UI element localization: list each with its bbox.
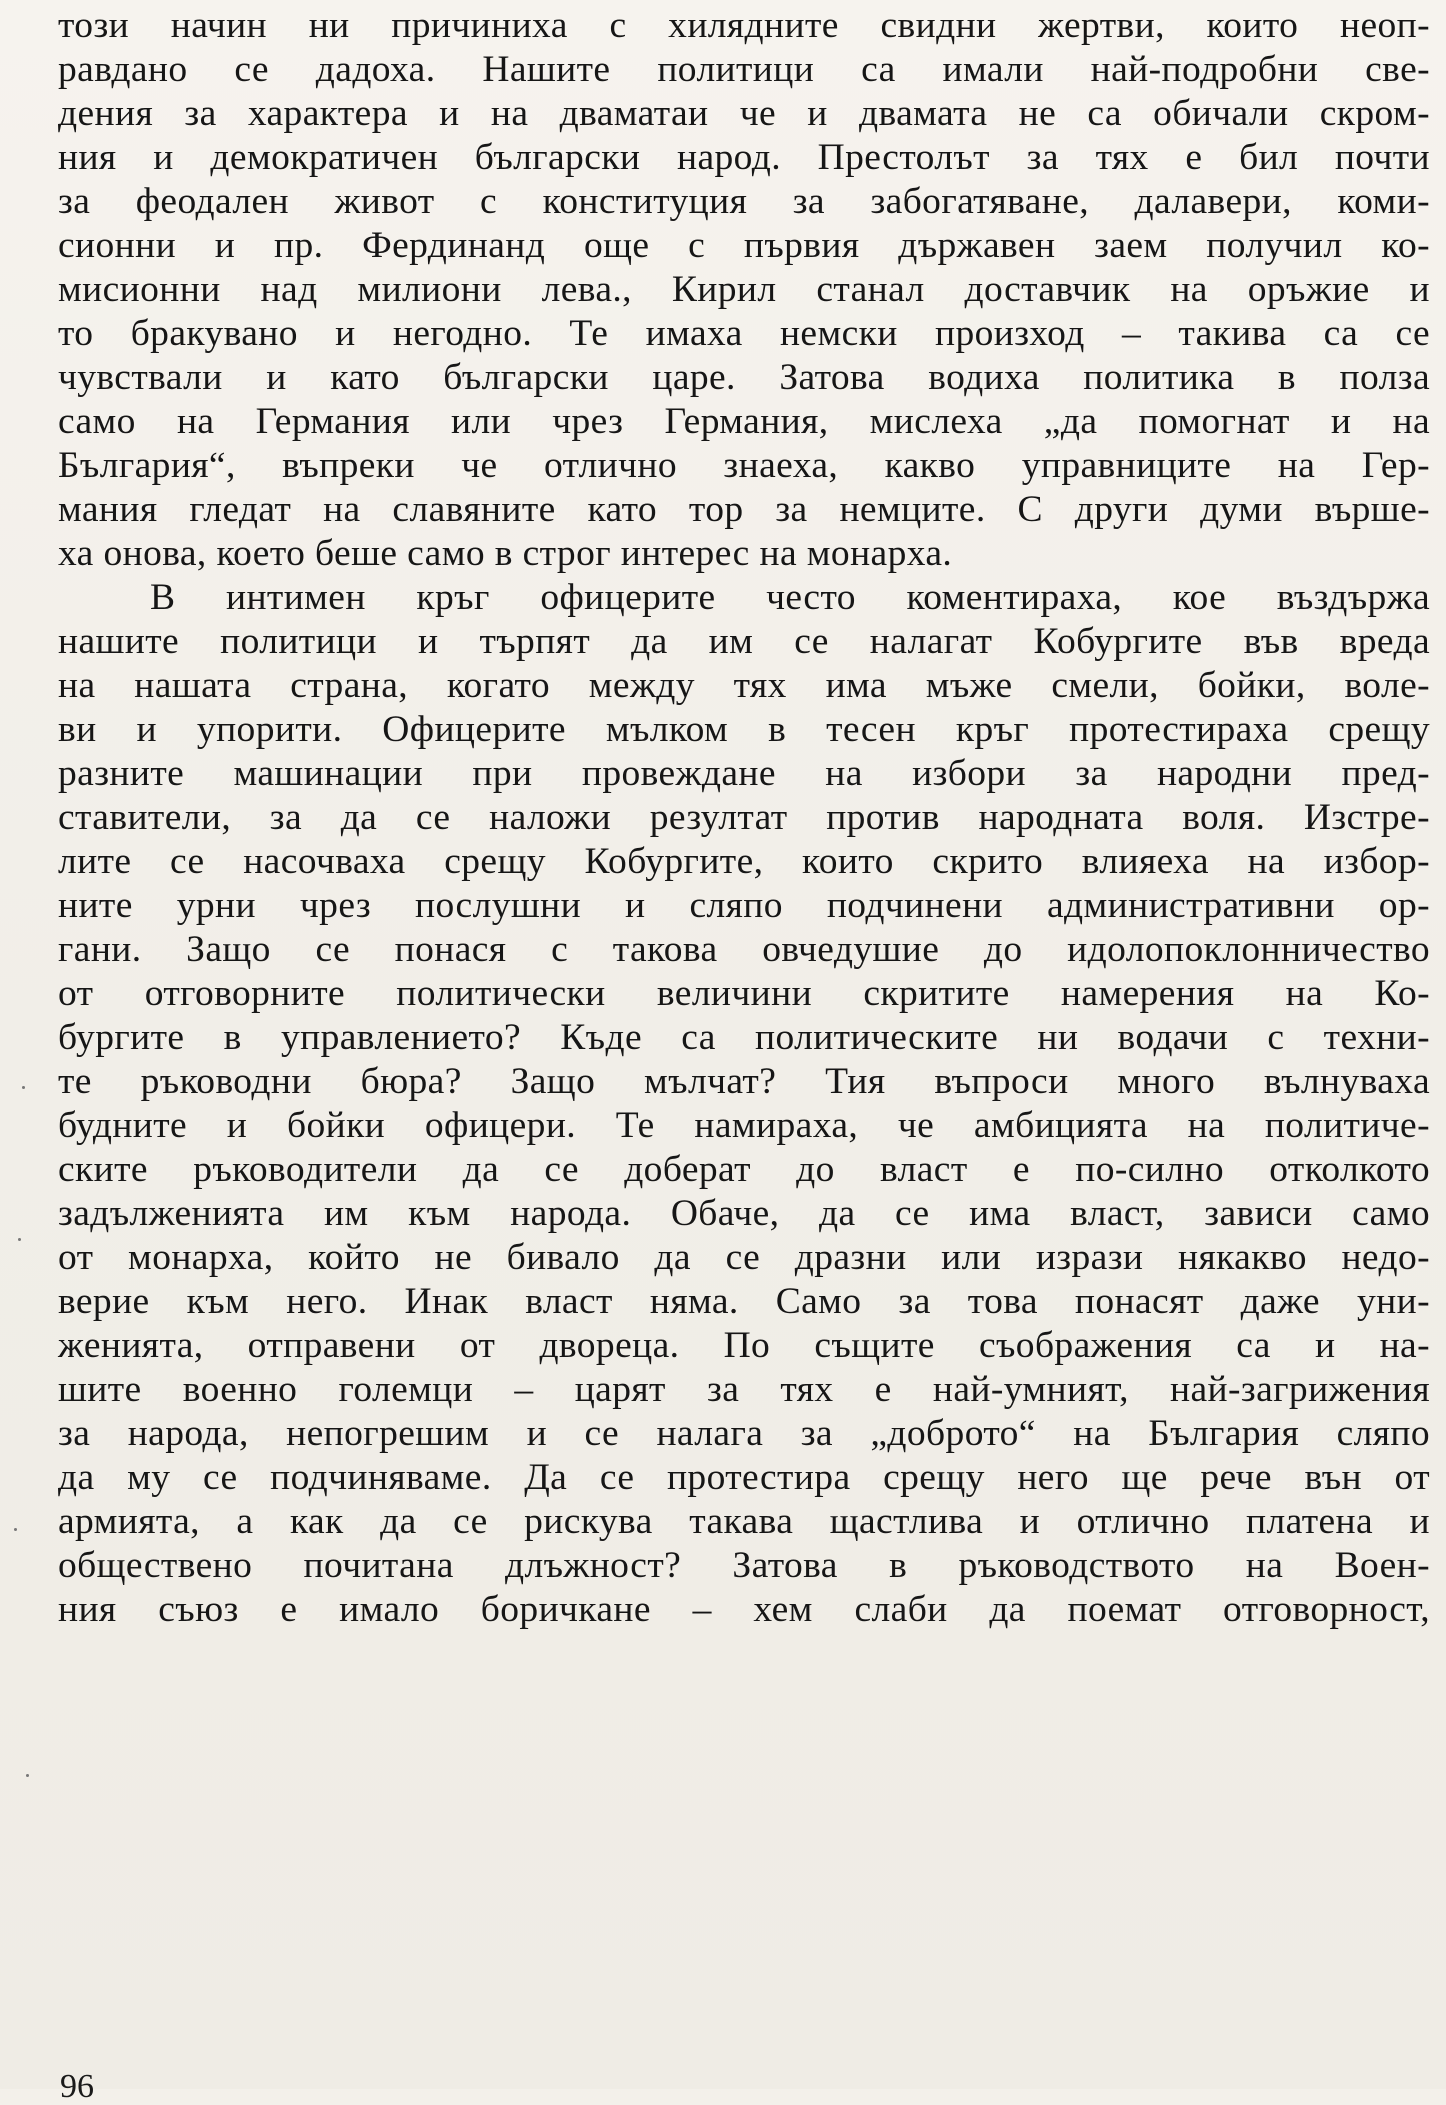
- text-line: те ръководни бюра? Защо мълчат? Тия въпроси много вълнуваха: [58, 1061, 1430, 1102]
- text-line: от отговорните политически величини скритите намерения на Ко-: [58, 973, 1430, 1014]
- text-line: за народа, непогрешим и се налага за „доброто“ на България сляпо: [58, 1413, 1430, 1454]
- text-line: шите военно големци – царят за тях е най-умният, най-загрижения: [58, 1369, 1430, 1410]
- text-line: ния съюз е имало боричкане – хем слаби да поемат отговорност,: [58, 1589, 1430, 1630]
- text-line: задълженията им към народа. Обаче, да се има власт, зависи само: [58, 1193, 1430, 1234]
- text-line: верие към него. Инак власт няма. Само за това понасят даже уни-: [58, 1281, 1430, 1322]
- text-line: на нашата страна, когато между тях има мъже смели, бойки, воле-: [58, 665, 1430, 706]
- text-line: лите се насочваха срещу Кобургите, които скрито влияеха на избор-: [58, 841, 1430, 882]
- body-text: [58, 4, 1430, 1632]
- scan-speck: [18, 1238, 21, 1241]
- text-line: ха онова, което беше само в строг интерес на монарха.: [58, 533, 953, 574]
- paragraph-1: [58, 4, 1430, 576]
- text-line: бургите в управлението? Къде са политическите ни водачи с техни-: [58, 1017, 1430, 1058]
- text-line: този начин ни причиниха с хилядните свидни жертви, които неоп-: [58, 5, 1430, 46]
- text-line: В интимен кръг офицерите често коментираха, кое въздържа: [150, 577, 1430, 618]
- text-line: ставители, за да се наложи резултат против народната воля. Изстре-: [58, 797, 1430, 838]
- text-line: женията, отправени от двореца. По същите съображения са и на-: [58, 1325, 1430, 1366]
- text-line: равдано се дадоха. Нашите политици са имали най-подробни све-: [58, 49, 1430, 90]
- text-line: мисионни над милиони лева., Кирил станал доставчик на оръжие и: [58, 269, 1430, 310]
- text-line: дения за характера и на дваматаи че и двамата не са обичали скром-: [58, 93, 1430, 134]
- text-line: разните машинации при провеждане на избори за народни пред-: [58, 753, 1430, 794]
- text-line: България“, въпреки че отлично знаеха, какво управниците на Гер-: [58, 445, 1430, 486]
- paragraph-2: [58, 576, 1430, 1632]
- text-line: будните и бойки офицери. Те намираха, че амбицията на политиче-: [58, 1105, 1430, 1146]
- text-line: то бракувано и негодно. Те имаха немски произход – такива са се: [58, 313, 1430, 354]
- text-line: гани. Защо се понася с такова овчедушие до идолопоклонничество: [58, 929, 1430, 970]
- text-line: армията, а как да се рискува такава щастлива и отлично платена и: [58, 1501, 1430, 1542]
- text-line: за феодален живот с конституция за забогатяване, далавери, коми-: [58, 181, 1430, 222]
- text-line: ви и упорити. Офицерите мълком в тесен кръг протестираха срещу: [58, 709, 1430, 750]
- text-line: сионни и пр. Фердинанд още с първия държавен заем получил ко-: [58, 225, 1430, 266]
- text-line: ните урни чрез послушни и сляпо подчинени административни ор-: [58, 885, 1430, 926]
- text-line: от монарха, който не бивало да се дразни или изрази някакво недо-: [58, 1237, 1430, 1278]
- page-number: 96: [60, 2068, 94, 2105]
- text-line: само на Германия или чрез Германия, мислеха „да помогнат и на: [58, 401, 1430, 442]
- scan-speck: [22, 1086, 25, 1089]
- text-line: чувствали и като български царе. Затова водиха политика в полза: [58, 357, 1430, 398]
- scan-speck: [26, 1774, 29, 1777]
- scan-speck: [14, 1528, 17, 1531]
- text-line: обществено почитана длъжност? Затова в ръководството на Воен-: [58, 1545, 1430, 1586]
- text-line: мания гледат на славяните като тор за немците. С други думи върше-: [58, 489, 1430, 530]
- text-line: ния и демократичен български народ. Престолът за тях е бил почти: [58, 137, 1430, 178]
- text-line: ските ръководители да се доберат до власт е по-силно отколкото: [58, 1149, 1430, 1190]
- text-line: нашите политици и търпят да им се налагат Кобургите във вреда: [58, 621, 1430, 662]
- text-line: да му се подчиняваме. Да се протестира срещу него ще рече вън от: [58, 1457, 1430, 1498]
